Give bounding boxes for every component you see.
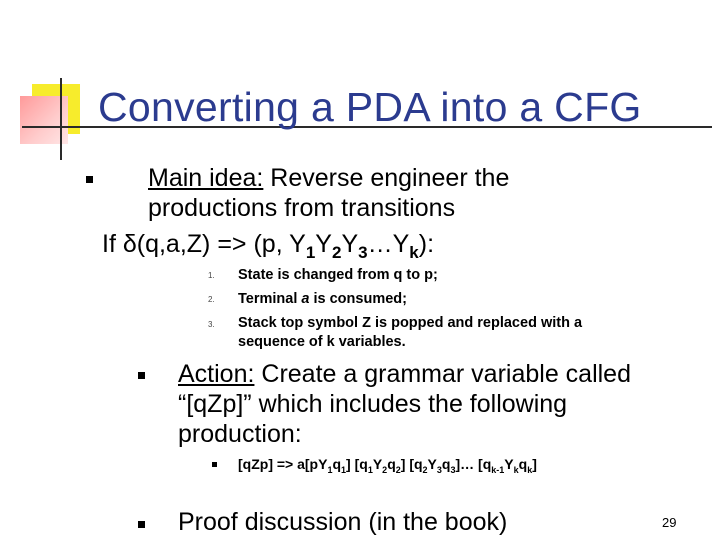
production-part: Y	[504, 456, 514, 472]
subscript: 1	[327, 464, 333, 475]
action-text: Create a grammar variable called	[254, 360, 631, 388]
transition-rule-symbol: Y	[315, 230, 332, 258]
main-idea-line1	[148, 163, 509, 193]
subscript: k	[409, 243, 419, 262]
main-idea-line2: productions from transitions	[148, 194, 456, 222]
subscript: 1	[341, 464, 347, 475]
transition-rule-symbol: Y	[341, 230, 359, 258]
bullet-marker	[86, 176, 93, 183]
subscript: 2	[382, 464, 388, 475]
list-item-continuation: sequence of k variables.	[238, 334, 406, 350]
title-decoration-vertical-line	[60, 78, 62, 160]
main-idea-text: Reverse engineer the	[263, 164, 510, 192]
production-part: ] [q	[400, 456, 423, 472]
transition-rule-suffix: ):	[418, 230, 435, 258]
subscript: k	[513, 464, 519, 475]
bullet-marker	[138, 521, 145, 528]
transition-rule-prefix: If δ(q,a,Z) => (p, Y	[102, 230, 306, 258]
bullet-marker-small	[212, 462, 217, 467]
production-part: q	[387, 456, 396, 472]
transition-rule-symbol: …Y	[367, 230, 410, 258]
list-number: 3.	[208, 320, 215, 329]
subscript: 2	[422, 464, 428, 475]
action-line1	[178, 359, 631, 389]
bullet-marker	[138, 372, 145, 379]
action-label: Action:	[178, 360, 255, 388]
list-item: State is changed from q to p;	[238, 267, 438, 283]
production-part: ]	[532, 456, 537, 472]
subscript: 3	[436, 464, 442, 475]
list-item	[238, 290, 407, 308]
list-item-text: is consumed;	[309, 291, 407, 307]
list-number: 2.	[208, 295, 215, 304]
list-item-italic: a	[301, 291, 310, 307]
list-number: 1.	[208, 271, 215, 280]
action-line2: “[qZp]” which includes the following	[178, 390, 568, 418]
subscript: 1	[367, 464, 373, 475]
list-item-text: Terminal	[238, 291, 302, 307]
page-number: 29	[662, 515, 677, 530]
production-part: Y	[372, 456, 383, 472]
production-part: ]… [q	[455, 456, 492, 472]
slide-title: Converting a PDA into a CFG	[98, 84, 642, 130]
transition-rule	[102, 229, 434, 268]
subscript: 3	[358, 243, 368, 262]
production-part: Y	[427, 456, 437, 472]
subscript: k	[527, 464, 533, 475]
list-item: Stack top symbol Z is popped and replaced with a	[238, 315, 583, 331]
production-part: q	[441, 456, 451, 472]
subscript: 3	[450, 464, 456, 475]
proof-discussion: Proof discussion (in the book)	[178, 508, 508, 536]
production-part: ] [q	[346, 456, 368, 472]
main-idea-label: Main idea:	[148, 164, 264, 192]
production-part: [qZp] => a[pY	[238, 456, 328, 472]
production-part: q	[518, 456, 528, 472]
production-rule	[238, 456, 537, 475]
subscript: 2	[395, 464, 401, 475]
production-part: q	[332, 456, 342, 472]
action-line3: production:	[178, 420, 302, 448]
subscript: 1	[305, 243, 316, 262]
subscript: k-1	[491, 464, 505, 475]
subscript: 2	[331, 243, 342, 262]
